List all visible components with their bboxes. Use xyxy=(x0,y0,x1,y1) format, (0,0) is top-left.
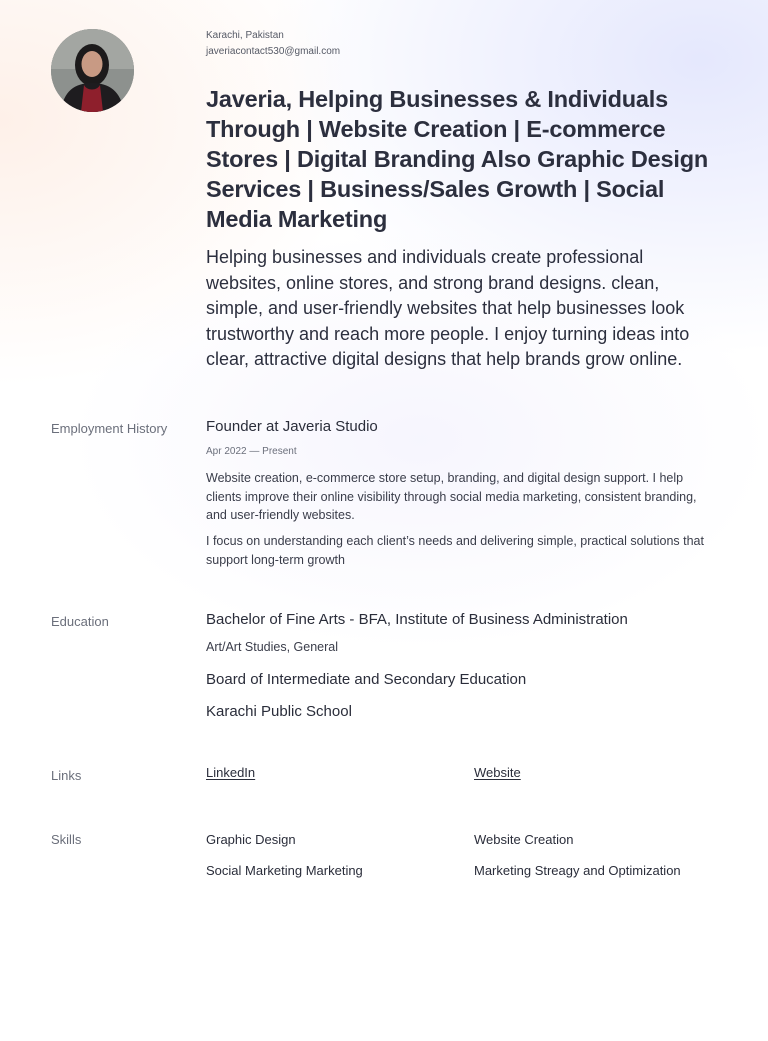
avatar xyxy=(51,29,134,112)
website-link[interactable]: Website xyxy=(474,765,521,780)
skill-item: Social Marketing Marketing xyxy=(206,863,363,878)
skill-item: Website Creation xyxy=(474,832,574,847)
profile-photo-icon xyxy=(51,29,134,112)
job-title: Founder at Javeria Studio xyxy=(206,418,378,435)
education-degree: Bachelor of Fine Arts - BFA, Institute of Business Administration xyxy=(206,611,628,628)
section-label-education: Education xyxy=(51,614,109,629)
location: Karachi, Pakistan xyxy=(206,30,284,41)
page-title: Javeria, Helping Businesses & Individuals Through | Website Creation | E-commerce Stores | Digital Branding Also Graphic Design Services | Business/Sales Growth | Social Media Marketing xyxy=(206,86,709,232)
job-dates: Apr 2022 — Present xyxy=(206,446,297,457)
job-description: I focus on understanding each client’s needs and delivering simple, practical solutions that support long-term growth xyxy=(206,534,704,567)
skill-item: Graphic Design xyxy=(206,832,296,847)
section-label-skills: Skills xyxy=(51,832,82,847)
section-label-employment: Employment History xyxy=(51,421,168,436)
section-label-links: Links xyxy=(51,768,82,783)
education-field: Art/Art Studies, General xyxy=(206,640,339,654)
contact-info xyxy=(206,28,340,60)
linkedin-link[interactable]: LinkedIn xyxy=(206,765,256,780)
email: javeriacontact530@gmail.com xyxy=(206,46,341,57)
profile-summary: Helping businesses and individuals create professional websites, online stores, and strong brand designs. clean, simple, and user-friendly websites that help businesses look trustworthy and reach more people. I enjoy turning ideas into clear, attractive digital designs that help brands grow online. xyxy=(206,247,690,370)
education-degree: Board of Intermediate and Secondary Education xyxy=(206,671,527,688)
skill-item: Marketing Streagy and Optimization xyxy=(474,863,681,878)
job-description: Website creation, e-commerce store setup, branding, and digital design support. I help clients improve their online visibility through social media marketing, consistent branding, and user-friendly websites. xyxy=(206,471,697,522)
education-degree: Karachi Public School xyxy=(206,703,352,720)
